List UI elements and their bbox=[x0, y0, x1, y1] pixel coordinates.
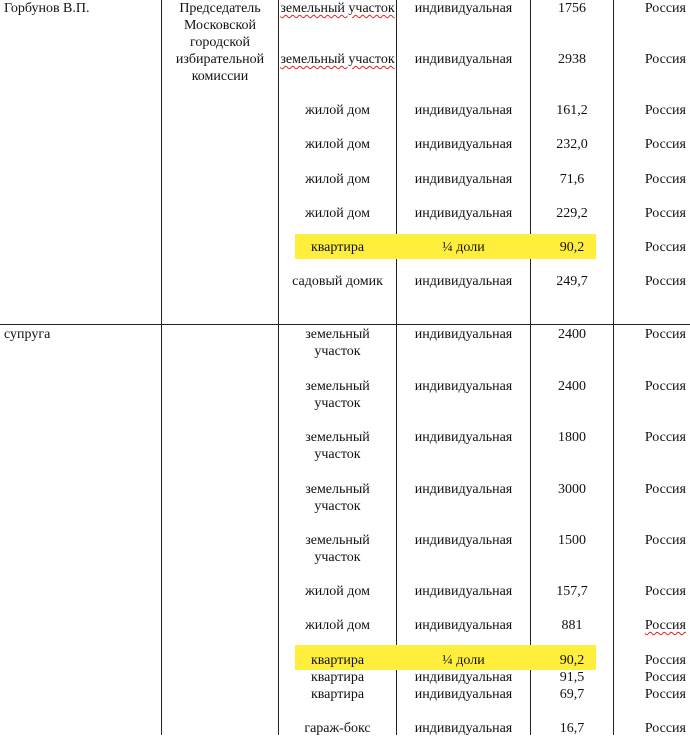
ownership-type: индивидуальная bbox=[414, 379, 513, 394]
country: Россия bbox=[644, 206, 686, 221]
ownership-type: индивидуальная bbox=[414, 274, 513, 289]
area-value: 881 bbox=[561, 618, 583, 633]
ownership-type: индивидуальная bbox=[414, 172, 513, 187]
object-type: жилой дом bbox=[305, 584, 370, 599]
country: Россия bbox=[644, 670, 686, 685]
area-value: 1500 bbox=[558, 533, 586, 548]
object-type bbox=[279, 51, 396, 68]
object-type: квартира bbox=[310, 670, 365, 685]
area-value: 71,6 bbox=[559, 172, 585, 187]
ownership-type: ¼ доли bbox=[442, 653, 485, 668]
ownership-type: индивидуальная bbox=[414, 430, 513, 445]
area-value: 232,0 bbox=[556, 137, 588, 152]
ownership-type: индивидуальная bbox=[414, 52, 513, 67]
person-name: Горбунов В.П. bbox=[4, 1, 90, 16]
object-type: жилой дом bbox=[305, 206, 370, 221]
country: Россия bbox=[644, 240, 686, 255]
object-type bbox=[279, 0, 396, 17]
area-value: 2938 bbox=[558, 52, 586, 67]
ownership-type: индивидуальная bbox=[414, 137, 513, 152]
ownership-type: индивидуальная bbox=[414, 482, 513, 497]
country: Россия bbox=[644, 721, 686, 736]
object-type: земельный участок bbox=[305, 379, 370, 411]
ownership-type: ¼ доли bbox=[442, 240, 485, 255]
country: Россия bbox=[644, 52, 686, 67]
area-value: 1800 bbox=[558, 430, 586, 445]
country: Россия bbox=[644, 379, 686, 394]
area-value: 157,7 bbox=[556, 584, 588, 599]
country: Россия bbox=[644, 687, 686, 702]
area-value: 249,7 bbox=[556, 274, 588, 289]
area-value: 229,2 bbox=[556, 206, 588, 221]
area-value: 16,7 bbox=[559, 721, 585, 736]
country: Россия bbox=[644, 584, 686, 599]
object-type: жилой дом bbox=[305, 172, 370, 187]
object-type: земельный участок bbox=[305, 327, 370, 359]
country: Россия bbox=[644, 327, 686, 342]
object-type: квартира bbox=[310, 687, 365, 702]
ownership-type: индивидуальная bbox=[414, 327, 513, 342]
country: Россия bbox=[644, 430, 686, 445]
ownership-type: индивидуальная bbox=[414, 206, 513, 221]
object-type: жилой дом bbox=[305, 618, 370, 633]
object-type: садовый домик bbox=[292, 274, 383, 289]
ownership-type: индивидуальная bbox=[414, 533, 513, 548]
object-type: земельный участок bbox=[305, 482, 370, 514]
area-value: 2400 bbox=[558, 327, 586, 342]
country: Россия bbox=[644, 274, 686, 289]
ownership-type: индивидуальная bbox=[414, 584, 513, 599]
country: Россия bbox=[644, 533, 686, 548]
object-type: квартира bbox=[310, 240, 365, 255]
area-value: 69,7 bbox=[559, 687, 585, 702]
object-type: жилой дом bbox=[305, 103, 370, 118]
area-value: 90,2 bbox=[559, 653, 585, 668]
object-type: жилой дом bbox=[305, 137, 370, 152]
object-type: гараж-бокс bbox=[304, 721, 371, 736]
object-type: квартира bbox=[310, 653, 365, 668]
country: Россия bbox=[644, 103, 686, 118]
ownership-type: индивидуальная bbox=[414, 618, 513, 633]
area-value: 90,2 bbox=[559, 240, 585, 255]
object-type-text: земельный участок bbox=[280, 52, 395, 67]
area-value: 1756 bbox=[558, 1, 586, 16]
ownership-type: индивидуальная bbox=[414, 1, 513, 16]
object-type: земельный участок bbox=[305, 430, 370, 462]
country-text: Россия bbox=[644, 618, 686, 633]
ownership-type: индивидуальная bbox=[414, 103, 513, 118]
ownership-type: индивидуальная bbox=[414, 687, 513, 702]
object-type: земельный участок bbox=[305, 533, 370, 565]
person-position: Председатель Московской городской избирательной комиссии bbox=[175, 1, 265, 84]
ownership-type: индивидуальная bbox=[414, 670, 513, 685]
area-value: 2400 bbox=[558, 379, 586, 394]
country bbox=[614, 617, 690, 634]
country: Россия bbox=[644, 137, 686, 152]
row-divider bbox=[0, 324, 690, 325]
area-value: 91,5 bbox=[559, 670, 585, 685]
person-name: супруга bbox=[4, 327, 51, 342]
country: Россия bbox=[644, 1, 686, 16]
country: Россия bbox=[644, 172, 686, 187]
column-divider bbox=[161, 0, 162, 735]
ownership-type: индивидуальная bbox=[414, 721, 513, 736]
country: Россия bbox=[644, 482, 686, 497]
object-type-text: земельный участок bbox=[280, 1, 395, 16]
country: Россия bbox=[644, 653, 686, 668]
area-value: 3000 bbox=[558, 482, 586, 497]
area-value: 161,2 bbox=[556, 103, 588, 118]
